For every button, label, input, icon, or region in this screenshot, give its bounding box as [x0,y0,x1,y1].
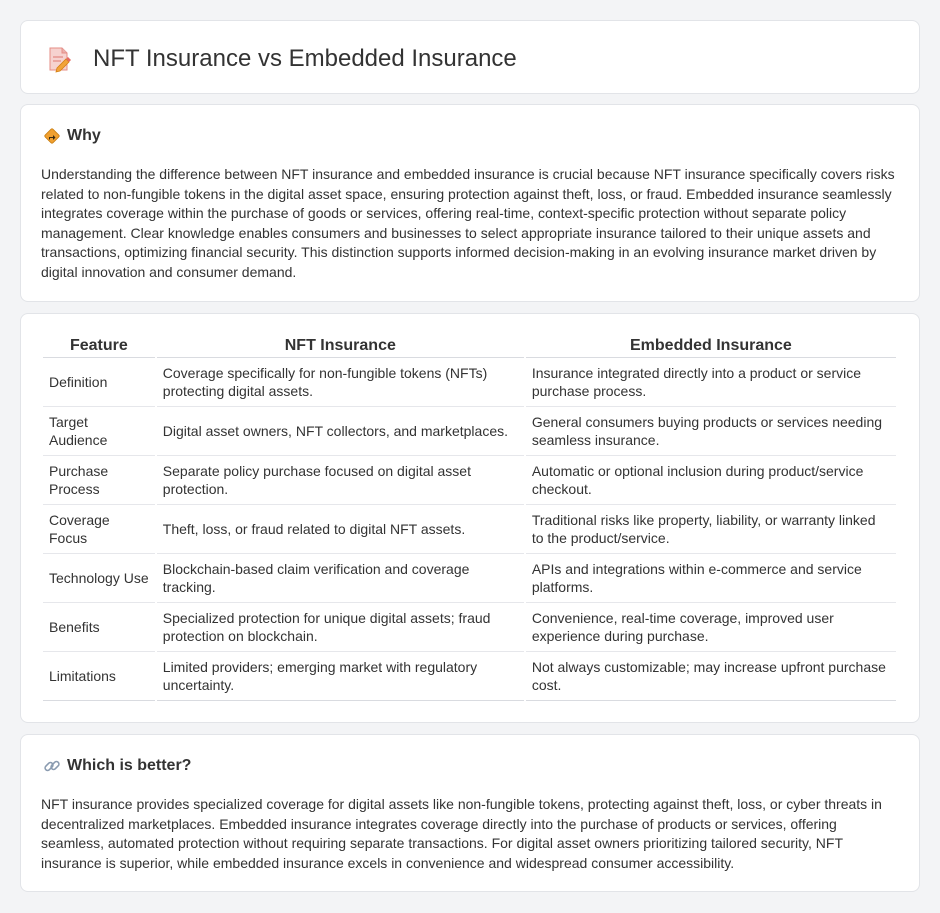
column-header-embedded-insurance: Embedded Insurance [526,334,896,358]
nft-cell: Blockchain-based claim verification and coverage tracking. [157,554,524,603]
page-title: NFT Insurance vs Embedded Insurance [93,45,517,72]
embedded-cell: Not always customizable; may increase upfront purchase cost. [526,652,896,701]
comparison-table [41,334,898,701]
title-row [45,45,517,73]
feature-cell: Benefits [43,603,155,652]
feature-cell: Definition [43,358,155,407]
table-row [43,554,896,603]
column-header-nft-insurance: NFT Insurance [157,334,524,358]
table-row [43,652,896,701]
embedded-cell: Insurance integrated directly into a product or service purchase process. [526,358,896,407]
table-row [43,505,896,554]
embedded-cell: Automatic or optional inclusion during product/service checkout. [526,456,896,505]
table-row [43,358,896,407]
embedded-cell: Traditional risks like property, liability, or warranty linked to the product/service. [526,505,896,554]
which-is-better-section [20,734,920,892]
feature-cell: Technology Use [43,554,155,603]
embedded-cell: Convenience, real-time coverage, improved user experience during purchase. [526,603,896,652]
header-card [20,20,920,94]
better-heading-row [43,757,191,775]
comparison-section [20,313,920,723]
why-section [20,104,920,302]
diamond-road-sign-icon [43,127,61,145]
better-heading: Which is better? [67,757,192,774]
feature-cell: Target Audience [43,407,155,456]
feature-cell: Limitations [43,652,155,701]
embedded-cell: APIs and integrations within e-commerce and service platforms. [526,554,896,603]
nft-cell: Theft, loss, or fraud related to digital NFT assets. [157,505,524,554]
link-icon [43,757,61,775]
why-heading-row [43,127,101,145]
table-row [43,456,896,505]
nft-cell: Specialized protection for unique digital assets; fraud protection on blockchain. [157,603,524,652]
why-paragraph: Understanding the difference between NFT insurance and embedded insurance is crucial because NFT insurance specifically covers risks related to non-fungible tokens in the digital asset space, ensuring protection against theft, loss, or fraud. Embedded insurance seamlessly integrates coverage within the purchase of goods or services, offering real-time, context-specific protection without separate policy management. Clear knowledge enables consumers and businesses to select appropriate insurance tailored to their unique assets and transactions, optimizing financial security. This distinction supports informed decision-making in an evolving insurance market driven by digital innovation and consumer demand. [41,166,895,280]
table-header-row [43,334,896,358]
embedded-cell: General consumers buying products or services needing seamless insurance. [526,407,896,456]
column-header-feature: Feature [43,334,155,358]
feature-cell: Coverage Focus [43,505,155,554]
nft-cell: Limited providers; emerging market with regulatory uncertainty. [157,652,524,701]
nft-cell: Coverage specifically for non-fungible tokens (NFTs) protecting digital assets. [157,358,524,407]
document-pencil-icon [45,45,73,73]
nft-cell: Separate policy purchase focused on digital asset protection. [157,456,524,505]
why-heading: Why [67,127,101,144]
nft-cell: Digital asset owners, NFT collectors, and marketplaces. [157,407,524,456]
table-row [43,407,896,456]
table-row [43,603,896,652]
better-paragraph: NFT insurance provides specialized coverage for digital assets like non-fungible tokens, protecting against theft, loss, or cyber threats in decentralized marketplaces. Embedded insurance integrates coverage directly into the purchase of products or services, offering seamless, automated protection without requiring separate transactions. For digital asset owners prioritizing tailored security, NFT insurance is superior, while embedded insurance excels in convenience and widespread consumer accessibility. [41,796,882,871]
feature-cell: Purchase Process [43,456,155,505]
